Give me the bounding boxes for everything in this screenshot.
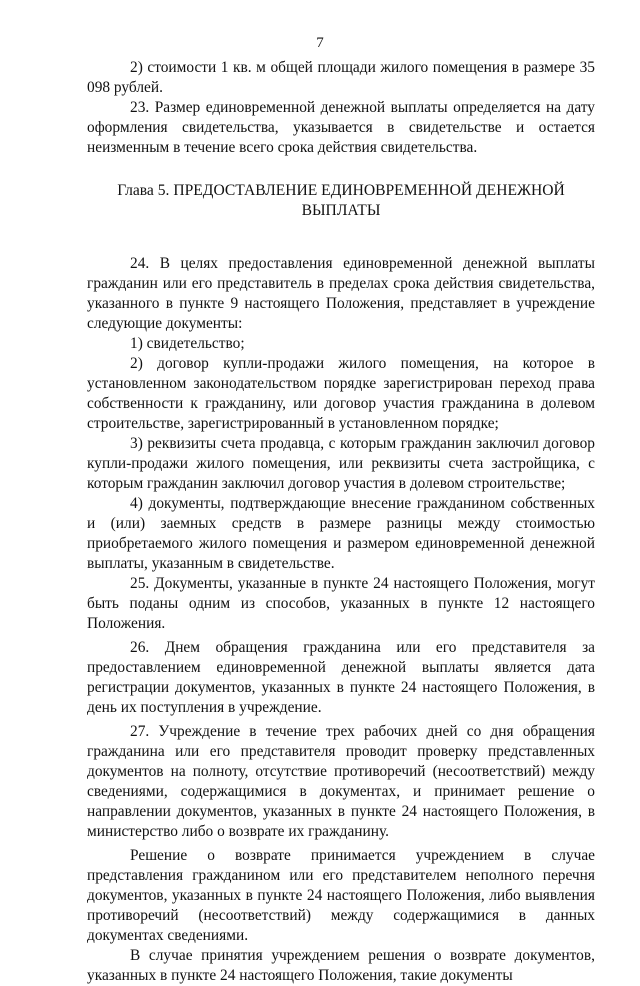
paragraph-24-item-3: 3) реквизиты счета продавца, с которым гражданин заключил договор купли-продажи жилого помещения, или реквизиты счета застройщика, с которым гражданин заключил договор участия в долевом строительстве; — [87, 435, 595, 492]
paragraph-24: 24. В целях предоставления единовременной денежной выплаты гражданин или его представитель в пределах срока действия свидетельства, указанного в пункте 9 настоящего Положения, представляет в учреждение следующие документы: — [87, 255, 595, 332]
chapter-heading — [87, 181, 595, 221]
document-body — [87, 58, 595, 986]
paragraph-23: 23. Размер единовременной денежной выплаты определяется на дату оформления свидетельства, указывается в свидетельстве и остается неизменным в течение всего срока действия свидетельства. — [87, 99, 595, 156]
paragraph-24-item-4: 4) документы, подтверждающие внесение гражданином собственных и (или) заемных средств в размере разницы между стоимостью приобретаемого жилого помещения и размером единовременной денежной выплаты, указанным в свидетельстве. — [87, 495, 595, 572]
page-number: 7 — [316, 35, 324, 51]
paragraph-27: 27. Учреждение в течение трех рабочих дней со дня обращения гражданина или его представителя проводит проверку представленных документов на полноту, отсутствие противоречий (несоответствий) между сведениями, содержащимися в документах, и принимает решение о направлении документов, указанных в пункте 24 настоящего Положения, в министерство либо о возврате их гражданину. — [87, 723, 595, 840]
paragraph-27-return-case: В случае принятия учреждением решения о возврате документов, указанных в пункте 24 настоящего Положения, такие документы — [87, 947, 595, 984]
paragraph-24-item-2: 2) договор купли-продажи жилого помещения, на которое в установленном законодательством порядке зарегистрирован переход права собственности к гражданину, или договор участия гражданина в долевом строительстве, зарегистрированный в установленном порядке; — [87, 355, 595, 432]
paragraph-25: 25. Документы, указанные в пункте 24 настоящего Положения, могут быть поданы одним из способов, указанных в пункте 12 настоящего Положения. — [87, 575, 595, 632]
chapter-heading-line-1: Глава 5. ПРЕДОСТАВЛЕНИЕ ЕДИНОВРЕМЕННОЙ ДЕНЕЖНОЙ — [117, 182, 565, 199]
paragraph-24-item-1: 1) свидетельство; — [130, 335, 245, 352]
paragraph-27-return-decision: Решение о возврате принимается учреждением в случае представления гражданином или его представителем неполного перечня документов, указанных в пункте 24 настоящего Положения, либо выявления противоречий (несоответствий) между содержащимися в данных документах сведениями. — [87, 847, 595, 944]
chapter-heading-line-2: ВЫПЛАТЫ — [301, 202, 381, 219]
paragraph-26: 26. Днем обращения гражданина или его представителя за предоставлением единовременной денежной выплаты является дата регистрации документов, указанных в пункте 24 настоящего Положения, в день их поступления в учреждение. — [87, 639, 595, 716]
paragraph-22-item-2: 2) стоимости 1 кв. м общей площади жилого помещения в размере 35 098 рублей. — [87, 59, 595, 96]
